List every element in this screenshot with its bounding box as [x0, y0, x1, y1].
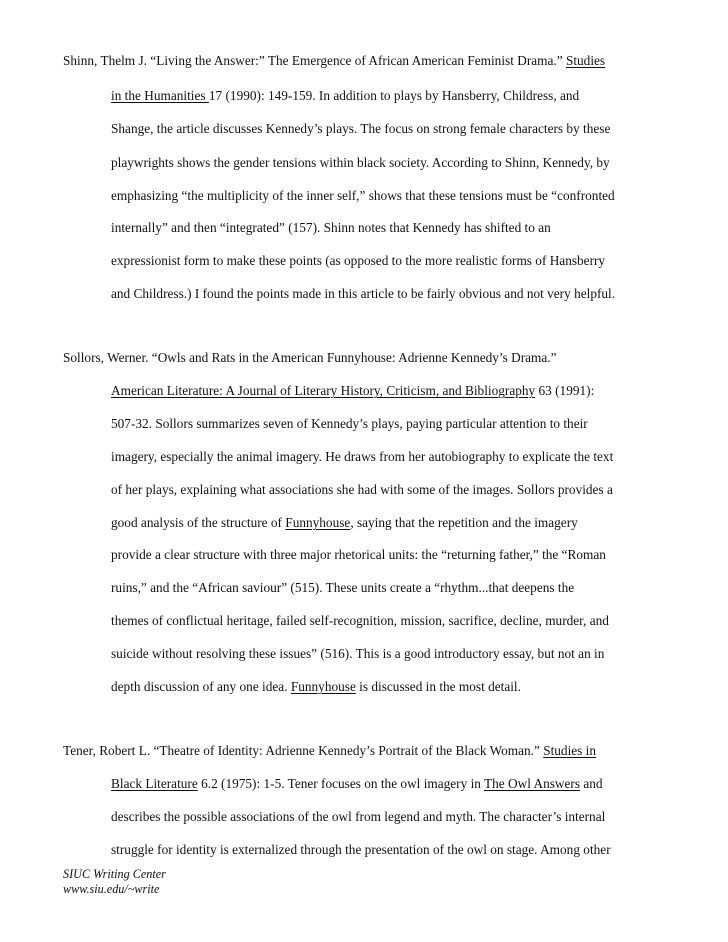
text-segment: is discussed in the most detail.	[355, 679, 521, 694]
text-segment: 63 (1991):	[535, 383, 595, 398]
entry-line	[111, 253, 605, 269]
text-segment: provide a clear structure with three major rhetorical units: the “returning father,” the “Roman	[111, 547, 606, 562]
entry-line	[111, 188, 615, 204]
text-segment: , saying that the repetition and the imagery	[350, 515, 578, 530]
entry-line	[111, 842, 611, 858]
play-title: The Owl Answers	[484, 776, 581, 791]
entry-line	[111, 547, 606, 563]
text-segment: Tener, Robert L. “Theatre of Identity: Adrienne Kennedy’s Portrait of the Black Woman.”	[63, 743, 544, 758]
text-segment: 6.2 (1975): 1-5. Tener focuses on the owl imagery in	[197, 776, 485, 791]
text-segment: depth discussion of any one idea.	[111, 679, 291, 694]
entry-line	[111, 776, 603, 792]
journal-title: Black Literature	[111, 776, 198, 791]
entry-line	[111, 88, 579, 104]
text-segment: and	[580, 776, 603, 791]
text-segment: Shinn, Thelm J. “Living the Answer:” The Emergence of African American Feminist Drama.”	[63, 53, 566, 68]
entry-line	[111, 155, 610, 171]
entry-line	[111, 679, 521, 695]
journal-title: Studies	[565, 53, 606, 68]
entry-line	[111, 416, 588, 432]
text-segment: describes the possible associations of the owl from legend and myth. The character’s internal	[111, 809, 606, 824]
entry-line	[111, 580, 574, 596]
footer-org: SIUC Writing Center	[63, 867, 166, 881]
entry-line	[111, 482, 613, 498]
entry-line	[111, 515, 578, 531]
text-segment: of her plays, explaining what associations she had with some of the images. Sollors provides a	[111, 482, 613, 497]
text-segment: 17 (1990): 149-159. In addition to plays by Hansberry, Childress, and	[208, 88, 580, 103]
text-segment: good analysis of the structure of	[111, 515, 286, 530]
entry-line	[63, 350, 557, 366]
text-segment: expressionist form to make these points (as opposed to the more realistic forms of Hansberry	[111, 253, 606, 268]
footer-url: www.siu.edu/~write	[63, 882, 160, 896]
entry-line	[111, 121, 610, 137]
text-segment: suicide without resolving these issues” (516). This is a good introductory essay, but not an in	[111, 646, 605, 661]
entry-line	[111, 809, 605, 825]
entry-line	[111, 220, 551, 236]
journal-title: American Literature: A Journal of Literary History, Criticism, and Bibliography	[111, 383, 536, 398]
journal-title: in the Humanities	[111, 88, 209, 103]
play-title: Funnyhouse	[285, 515, 351, 530]
text-segment: ruins,” and the “African saviour” (515). These units create a “rhythm...that deepens the	[111, 580, 575, 595]
journal-title: Studies in	[543, 743, 597, 758]
text-segment: Shange, the article discusses Kennedy’s plays. The focus on strong female characters by these	[111, 121, 611, 136]
entry-line	[63, 743, 596, 759]
text-segment: and Childress.) I found the points made in this article to be fairly obvious and not very helpful.	[111, 286, 616, 301]
entry-line	[111, 646, 604, 662]
text-segment: 507-32. Sollors summarizes seven of Kennedy’s plays, paying particular attention to their	[111, 416, 588, 431]
text-segment: imagery, especially the animal imagery. He draws from her autobiography to explicate the text	[111, 449, 614, 464]
text-segment: emphasizing “the multiplicity of the inner self,” shows that these tensions must be “confronted	[111, 188, 615, 203]
text-segment: Sollors, Werner. “Owls and Rats in the American Funnyhouse: Adrienne Kennedy’s Drama.”	[63, 350, 557, 365]
entry-line	[111, 613, 609, 629]
entry-line	[111, 449, 613, 465]
entry-line	[111, 383, 594, 399]
entry-line	[63, 53, 605, 69]
text-segment: struggle for identity is externalized through the presentation of the owl on stage. Among other	[111, 842, 611, 857]
entry-line	[111, 286, 615, 302]
text-segment: playwrights shows the gender tensions within black society. According to Shinn, Kennedy, by	[111, 155, 610, 170]
text-segment: internally” and then “integrated” (157). Shinn notes that Kennedy has shifted to an	[111, 220, 551, 235]
play-title: Funnyhouse	[290, 679, 356, 694]
text-segment: themes of conflictual heritage, failed self-recognition, mission, sacrifice, decline, murder, and	[111, 613, 609, 628]
